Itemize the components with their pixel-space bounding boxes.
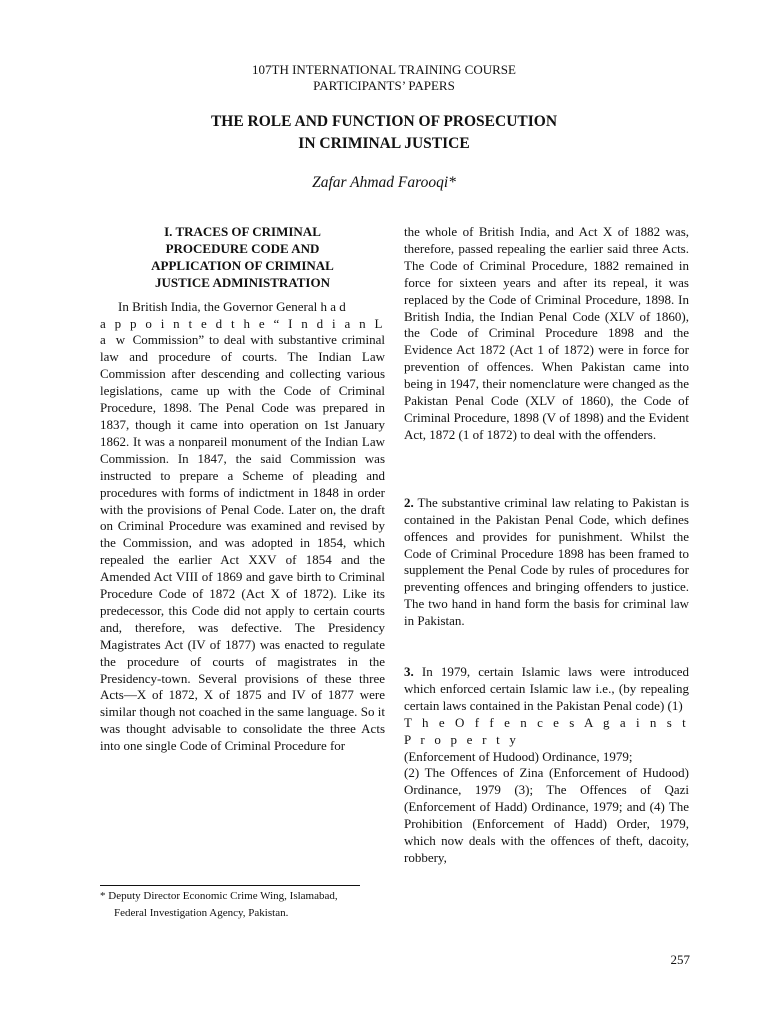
page-number: 257: [670, 952, 690, 967]
paragraph-3-text-d: (2) The Offences of Zina (Enforcement of Hudood) Ordinance, 1979 (3); The Offences of Qazi (Enforcement of Hadd) Ordinance, 1979; and (4) The Prohibition (Enforcement of Hadd) Order, 1979, which now deals with the offences of theft, dacoity, robbery,: [404, 765, 689, 865]
paragraph-1-text-a: In British India, the Governor General h a d: [118, 298, 346, 314]
paper-title-line1: THE ROLE AND FUNCTION OF PROSECUTION: [210, 113, 558, 130]
paragraph-2: [404, 495, 689, 630]
paper-title-line2: IN CRIMINAL JUSTICE: [298, 135, 470, 152]
paragraph-1-text-c: Commission” to deal with substantive criminal law and procedure of courts. The Indian Law Commission after descending and collecting various legislations, came up with the Code of Criminal Procedure, 1898. The Penal Code was prepared in 1837, though it came into operation on 1st January 1862. It was a nonpareil monument of the Indian Law Commission. In 1847, the said Commission was instructed to prepare a Scheme of pleading and procedures with forms of indictment in 1848 in order with the provisions of Penal Code. Later on, the draft on Criminal Procedure was examined and revised by the Commission, and was adopted in 1854, which repealed the earlier Act XXV of 1854 and the Amended Act VIII of 1869 and gave birth to Criminal Procedure Code of 1872 (Act X of 1872). Like its predecessor, this Code did not apply to certain courts and, therefore, was defective. The Presidency Magistrates Act (IV of 1877) was enacted to regulate the procedure of courts of magistrates in the Presidency-town. Several provisions of these three Acts—X of 1872, X of 1875 and IV of 1877 were similar though not coached in the same language. So it was thought advisable to consolidate the three Acts into one single Code of Criminal Procedure for: [100, 332, 385, 754]
paragraph-3-text-c: (Enforcement of Hudood) Ordinance, 1979;: [404, 748, 633, 764]
paragraph-1-text-b: a p p o i n t e d t h e “ I n d i a n L a w: [100, 315, 385, 348]
left-column: [100, 224, 385, 755]
footnote-line2: Federal Investigation Agency, Pakistan.: [114, 907, 289, 919]
footnote-rule: [100, 885, 360, 886]
author-name: Zafar Ahmad Farooqi*: [312, 174, 456, 191]
paragraph-3: [404, 664, 689, 867]
paragraph-1: [100, 299, 385, 755]
paragraph-1-continued: the whole of British India, and Act X of 1882 was, therefore, passed repealing the earlier said three Acts. The Code of Criminal Procedure, 1882 remained in force for sixteen years and after its repeal, it was replaced by the Code of Criminal Procedure, 1898. In British India, the Indian Penal Code (XLV of 1860), the Code of Criminal Procedure 1898 and the Evidence Act 1872 (Act 1 of 1872) were in force for prevention of offences. When Pakistan came into being in 1947, their nomenclature were changed as the Pakistan Penal Code (XLV of 1860), the Code of Criminal Procedure, 1898 (V of 1898) and the Evident Act, 1872 (1 of 1872) to deal with the offenders.: [404, 224, 689, 442]
paragraph-2-text: The substantive criminal law relating to Pakistan is contained in the Pakistan Penal Code, which defines offences and provides for punishment. Whilst the Code of Criminal Procedure 1898 has been framed to supplement the Penal Code by rules of procedures for preventing offences and bringing offenders to justice. The two hand in hand form the basis for criminal law in Pakistan.: [404, 494, 690, 629]
paragraph-3-text-b: T h e O f f e n c e s A g a i n s t P r o p e r t y: [404, 714, 689, 747]
footnote-line1: * Deputy Director Economic Crime Wing, Islamabad,: [100, 890, 338, 902]
course-header-line1: 107TH INTERNATIONAL TRAINING COURSE: [252, 62, 516, 77]
section-heading: I. TRACES OF CRIMINAL PROCEDURE CODE AND APPLICATION OF CRIMINAL JUSTICE ADMINISTRATION: [151, 224, 334, 290]
paragraph-3-number: 3.: [404, 664, 414, 680]
course-header-line2: PARTICIPANTS’ PAPERS: [313, 78, 455, 93]
paragraph-2-number: 2.: [404, 494, 414, 510]
right-column: [404, 224, 689, 867]
paragraph-3-text-a: In 1979, certain Islamic laws were introduced which enforced certain Islamic law i.e., (by repealing certain laws contained in the Pakistan Penal code) (1): [404, 664, 689, 713]
footnote: [100, 888, 385, 922]
